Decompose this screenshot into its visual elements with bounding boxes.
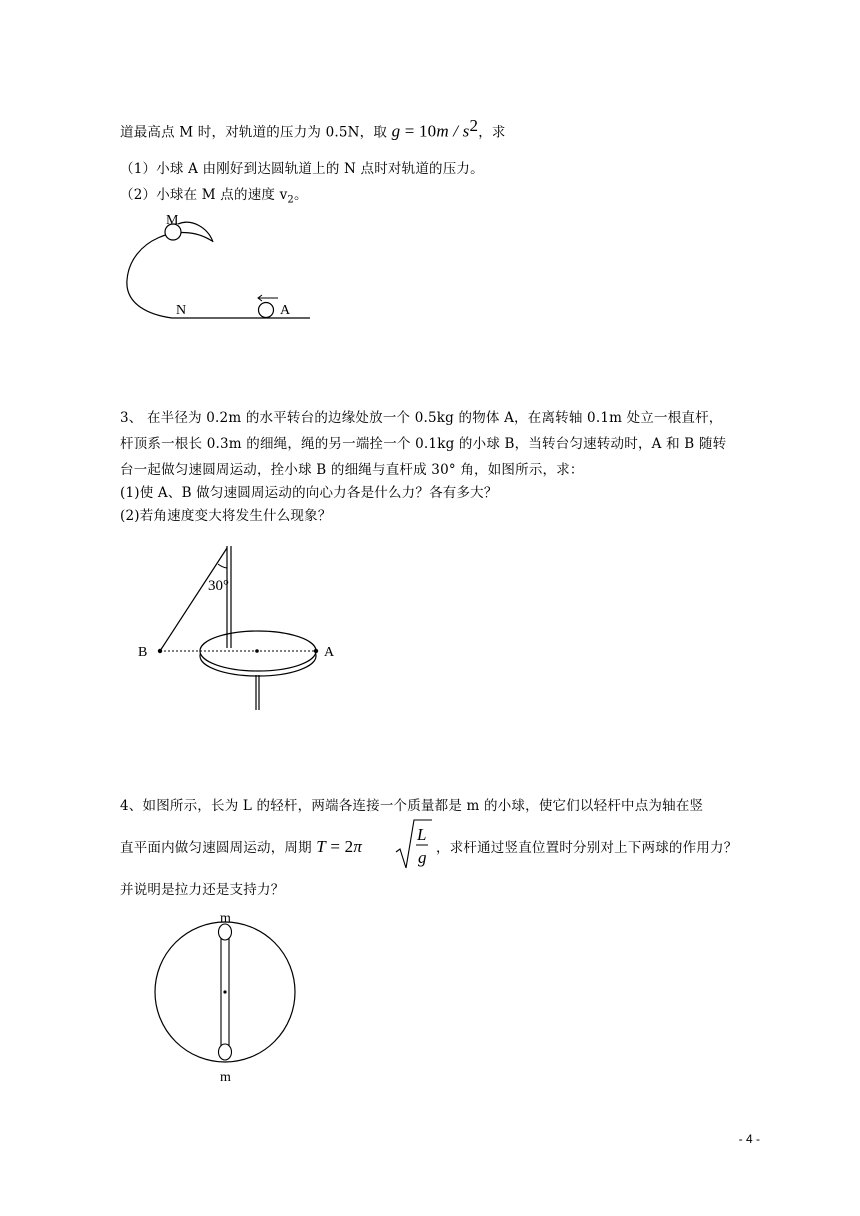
p3-line-3: 台一起做匀速圆周运动，拴小球 B 的细绳与直杆成 30° 角，如图所示，求： bbox=[120, 462, 584, 478]
p2-question-2-text: （2）小球在 M 点的速度 v bbox=[120, 187, 288, 203]
p4-line-2-end: ，求杆通过竖直位置时分别对上下两球的作用力？ bbox=[436, 840, 738, 856]
fraction-denominator: g bbox=[418, 848, 427, 867]
p2-question-1: （1）小球 A 由刚好到达圆轨道上的 N 点时对轨道的压力。 bbox=[120, 161, 484, 177]
p4-line-3: 并说明是拉力还是支持力？ bbox=[120, 882, 285, 898]
page-number: - 4 - bbox=[738, 1132, 760, 1146]
formula-g: g bbox=[391, 121, 401, 141]
formula-g-eq: = 10 bbox=[400, 121, 437, 141]
rod-circle-figure bbox=[150, 906, 310, 1086]
formula-radical bbox=[394, 818, 434, 874]
p2-intro-line bbox=[120, 116, 506, 142]
angle-label: 30° bbox=[208, 578, 229, 594]
label-B: B bbox=[138, 645, 148, 660]
angle-arc bbox=[218, 564, 227, 568]
label-N: N bbox=[176, 303, 187, 318]
fraction-numerator: L bbox=[417, 825, 427, 844]
rod-center-dot bbox=[223, 990, 226, 993]
string bbox=[160, 548, 227, 651]
label-m-top: m bbox=[220, 911, 231, 926]
label-m-bottom: m bbox=[220, 1070, 231, 1085]
bottom-ball bbox=[219, 1044, 232, 1060]
label-A3: A bbox=[324, 645, 335, 660]
radical-sign bbox=[396, 820, 432, 868]
ball-A bbox=[259, 303, 274, 318]
label-M: M bbox=[166, 213, 179, 228]
p3-line-2: 杆顶系一根长 0.3m 的细绳，绳的另一端拴一个 0.1kg 的小球 B，当转台匀速转动时，A 和 B 随转 bbox=[120, 436, 727, 452]
object-A bbox=[314, 649, 318, 653]
formula-T-eq: = 2 bbox=[325, 837, 354, 856]
p4-line-1: 4、如图所示，长为 L 的轻杆，两端各连接一个质量都是 m 的小球，使它们以轻杆中点为轴在竖 bbox=[120, 798, 704, 814]
p4-line-2-text: 直平面内做匀速圆周运动，周期 bbox=[120, 840, 317, 856]
ball-B bbox=[158, 649, 162, 653]
turntable-figure bbox=[130, 544, 370, 714]
p2-question-2 bbox=[120, 183, 308, 206]
formula-T: T bbox=[316, 837, 326, 856]
track-figure bbox=[120, 210, 320, 320]
p4-line-2 bbox=[120, 836, 362, 857]
formula-pi: π bbox=[353, 837, 363, 856]
p3-line-1: 3、 在半径为 0.2m 的水平转台的边缘处放一个 0.5kg 的物体 A，在离转轴 0.1m 处立一根直杆， bbox=[120, 410, 723, 426]
p2-intro-text: 道最高点 M 时，对轨道的压力为 0.5N，取 bbox=[120, 124, 392, 141]
formula-g-exp: 2 bbox=[469, 116, 479, 135]
p2-question-2-end: 。 bbox=[293, 187, 308, 203]
center-dot bbox=[255, 649, 259, 653]
circular-track bbox=[127, 233, 212, 318]
p3-question-1: (1)使 A、B 做匀速圆周运动的向心力各是什么力？各有多大？ bbox=[120, 485, 498, 501]
formula-g-unit: m / s bbox=[436, 121, 470, 141]
p3-question-2: (2)若角速度变大将发生什么现象？ bbox=[120, 508, 332, 524]
top-ball bbox=[219, 924, 232, 940]
p2-question-2-sub: 2 bbox=[287, 194, 294, 206]
p2-intro-end: ，求 bbox=[478, 124, 506, 141]
label-A: A bbox=[280, 303, 291, 318]
